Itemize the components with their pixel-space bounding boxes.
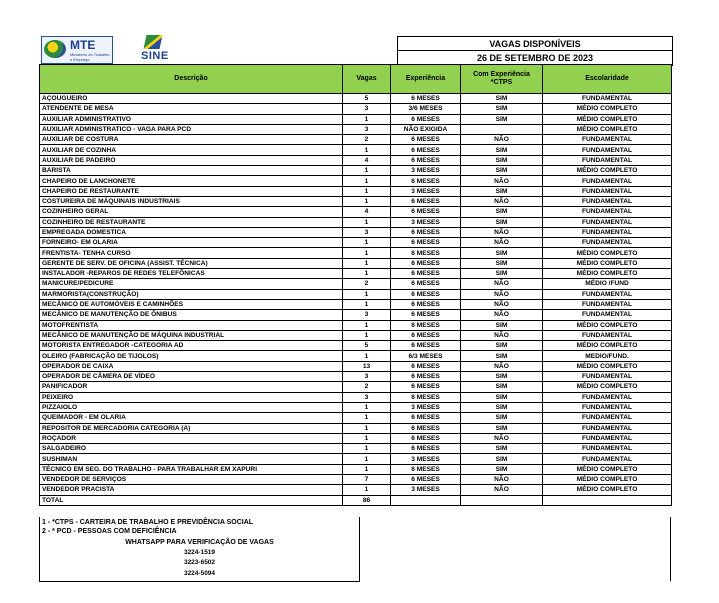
column-header-education: Escolaridade bbox=[543, 65, 672, 94]
column-header-ctps: Com Experiência *CTPS bbox=[461, 65, 543, 94]
cell-education: MÉDIO COMPLETO bbox=[543, 320, 672, 330]
cell-description: FORNEIRO- EM OLARIA bbox=[40, 238, 343, 248]
mte-logo-subtext: Ministério do Trabalho e Emprego bbox=[70, 52, 110, 62]
cell-education: MEDIO/FUND. bbox=[543, 351, 672, 361]
cell-experience: 6 MESES bbox=[391, 145, 461, 155]
cell-ctps: SIM bbox=[461, 166, 543, 176]
cell-vacancies: 2 bbox=[343, 279, 391, 289]
table-row bbox=[40, 413, 672, 423]
cell-description: REPOSITOR DE MERCADORIA CATEGORIA (A) bbox=[40, 423, 343, 433]
cell-vacancies: 3 bbox=[343, 392, 391, 402]
cell-experience: 3 MESES bbox=[391, 402, 461, 412]
table-row bbox=[40, 320, 672, 330]
cell-education: FUNDAMENTAL bbox=[543, 207, 672, 217]
cell-education: FUNDAMENTAL bbox=[543, 238, 672, 248]
cell-ctps: SIM bbox=[461, 392, 543, 402]
table-row bbox=[40, 341, 672, 351]
cell-education: MÉDIO COMPLETO bbox=[543, 269, 672, 279]
cell-education: MÉDIO COMPLETO bbox=[543, 104, 672, 114]
table-row bbox=[40, 361, 672, 371]
cell-ctps: NÃO bbox=[461, 310, 543, 320]
column-header-description: Descrição bbox=[40, 65, 343, 94]
cell-ctps: SIM bbox=[461, 155, 543, 165]
cell-description: QUEIMADOR - EM OLARIA bbox=[40, 413, 343, 423]
cell-description: AUXILIAR DE COZINHA bbox=[40, 145, 343, 155]
table-row bbox=[40, 155, 672, 165]
cell-experience: 6 MESES bbox=[391, 196, 461, 206]
cell-education: MÉDIO /FUND bbox=[543, 279, 672, 289]
table-row bbox=[40, 444, 672, 454]
cell-experience: 6 MESES bbox=[391, 155, 461, 165]
table-row bbox=[40, 114, 672, 124]
cell-vacancies: 1 bbox=[343, 454, 391, 464]
cell-vacancies: 1 bbox=[343, 402, 391, 412]
cell-description: PIZZAIOLO bbox=[40, 402, 343, 412]
cell-description: PEIXEIRO bbox=[40, 392, 343, 402]
cell-experience: 6 MESES bbox=[391, 433, 461, 443]
total-empty-cell bbox=[391, 495, 461, 505]
cell-vacancies: 1 bbox=[343, 289, 391, 299]
cell-experience: 6 MESES bbox=[391, 258, 461, 268]
cell-vacancies: 1 bbox=[343, 269, 391, 279]
cell-description: CHAPEIRO DE LANCHONETE bbox=[40, 176, 343, 186]
cell-experience: 6/3 MESES bbox=[391, 351, 461, 361]
table-row bbox=[40, 217, 672, 227]
cell-ctps: NÃO bbox=[461, 279, 543, 289]
cell-vacancies: 2 bbox=[343, 382, 391, 392]
table-row bbox=[40, 135, 672, 145]
cell-description: COZINHEIRO GERAL bbox=[40, 207, 343, 217]
cell-experience: 6 MESES bbox=[391, 320, 461, 330]
table-row bbox=[40, 145, 672, 155]
cell-vacancies: 1 bbox=[343, 145, 391, 155]
table-row bbox=[40, 94, 672, 104]
column-header-vacancies: Vagas bbox=[343, 65, 391, 94]
note-ctps: 1 - *CTPS - CARTEIRA DE TRABALHO E PREVIDÊNCIA SOCIAL bbox=[42, 519, 254, 526]
cell-ctps: SIM bbox=[461, 351, 543, 361]
cell-vacancies: 2 bbox=[343, 135, 391, 145]
cell-education: FUNDAMENTAL bbox=[543, 196, 672, 206]
cell-ctps bbox=[461, 124, 543, 134]
cell-experience: 6 MESES bbox=[391, 207, 461, 217]
cell-ctps: SIM bbox=[461, 341, 543, 351]
cell-vacancies: 3 bbox=[343, 124, 391, 134]
cell-vacancies: 1 bbox=[343, 433, 391, 443]
cell-ctps: SIM bbox=[461, 423, 543, 433]
cell-vacancies: 1 bbox=[343, 258, 391, 268]
cell-education: FUNDAMENTAL bbox=[543, 299, 672, 309]
cell-ctps: SIM bbox=[461, 258, 543, 268]
cell-education: MÉDIO COMPLETO bbox=[543, 114, 672, 124]
cell-education: MÉDIO COMPLETO bbox=[543, 258, 672, 268]
cell-vacancies: 3 bbox=[343, 310, 391, 320]
cell-description: COZINHEIRO DE RESTAURANTE bbox=[40, 217, 343, 227]
cell-education: FUNDAMENTAL bbox=[543, 413, 672, 423]
cell-education: MÉDIO COMPLETO bbox=[543, 361, 672, 371]
table-row bbox=[40, 289, 672, 299]
cell-description: AUXILIAR DE PADEIRO bbox=[40, 155, 343, 165]
cell-description: SUSHIMAN bbox=[40, 454, 343, 464]
cell-experience: 3 MESES bbox=[391, 186, 461, 196]
cell-ctps: NÃO bbox=[461, 176, 543, 186]
cell-description: AUXILIAR ADMINISTRATICO - VAGA PARA PCD bbox=[40, 124, 343, 134]
cell-experience: 6 MESES bbox=[391, 227, 461, 237]
cell-experience: 6 MESES bbox=[391, 423, 461, 433]
cell-vacancies: 5 bbox=[343, 341, 391, 351]
cell-ctps: SIM bbox=[461, 382, 543, 392]
cell-ctps: NÃO bbox=[461, 135, 543, 145]
cell-description: OLEIRO (FABRICAÇÃO DE TIJOLOS) bbox=[40, 351, 343, 361]
cell-experience: 6 MESES bbox=[391, 464, 461, 474]
cell-vacancies: 3 bbox=[343, 104, 391, 114]
cell-education: FUNDAMENTAL bbox=[543, 155, 672, 165]
cell-education: FUNDAMENTAL bbox=[543, 176, 672, 186]
cell-description: MECÂNICO DE MANUTENÇÃO DE ÔNIBUS bbox=[40, 310, 343, 320]
cell-description: BARISTA bbox=[40, 166, 343, 176]
cell-description: PANIFICADOR bbox=[40, 382, 343, 392]
cell-vacancies: 5 bbox=[343, 94, 391, 104]
total-value: 86 bbox=[343, 495, 391, 505]
cell-ctps: NÃO bbox=[461, 299, 543, 309]
cell-ctps: SIM bbox=[461, 320, 543, 330]
cell-description: MANICURE/PEDICURE bbox=[40, 279, 343, 289]
cell-ctps: SIM bbox=[461, 186, 543, 196]
mte-logo bbox=[41, 36, 113, 64]
whatsapp-title: WHATSAPP PARA VERIFICAÇÃO DE VAGAS bbox=[125, 539, 274, 546]
phone-number: 3224-5094 bbox=[183, 570, 216, 577]
cell-experience: 6 MESES bbox=[391, 176, 461, 186]
cell-ctps: SIM bbox=[461, 217, 543, 227]
cell-education: FUNDAMENTAL bbox=[543, 186, 672, 196]
cell-vacancies: 1 bbox=[343, 299, 391, 309]
cell-ctps: SIM bbox=[461, 402, 543, 412]
cell-education: FUNDAMENTAL bbox=[543, 423, 672, 433]
table-row bbox=[40, 351, 672, 361]
cell-education: FUNDAMENTAL bbox=[543, 135, 672, 145]
cell-vacancies: 1 bbox=[343, 114, 391, 124]
cell-ctps: NÃO bbox=[461, 485, 543, 495]
table-row bbox=[40, 166, 672, 176]
cell-vacancies: 1 bbox=[343, 166, 391, 176]
table-row bbox=[40, 382, 672, 392]
table-row bbox=[40, 186, 672, 196]
cell-vacancies: 1 bbox=[343, 217, 391, 227]
cell-ctps: SIM bbox=[461, 94, 543, 104]
cell-description: CHAPEIRO DE RESTAURANTE bbox=[40, 186, 343, 196]
cell-experience: 6 MESES bbox=[391, 341, 461, 351]
cell-education: FUNDAMENTAL bbox=[543, 392, 672, 402]
cell-ctps: NÃO bbox=[461, 433, 543, 443]
cell-experience: 3 MESES bbox=[391, 217, 461, 227]
cell-vacancies: 1 bbox=[343, 351, 391, 361]
cell-education: MÉDIO COMPLETO bbox=[543, 485, 672, 495]
cell-description: MOTOFRENTISTA bbox=[40, 320, 343, 330]
cell-description: FRENTISTA- TENHA CURSO bbox=[40, 248, 343, 258]
cell-description: ATENDENTE DE MESA bbox=[40, 104, 343, 114]
cell-education: FUNDAMENTAL bbox=[543, 454, 672, 464]
cell-vacancies: 1 bbox=[343, 330, 391, 340]
cell-ctps: NÃO bbox=[461, 238, 543, 248]
cell-ctps: NÃO bbox=[461, 227, 543, 237]
table-row bbox=[40, 330, 672, 340]
table-row bbox=[40, 474, 672, 484]
cell-experience: 6 MESES bbox=[391, 269, 461, 279]
cell-ctps: SIM bbox=[461, 248, 543, 258]
cell-ctps: NÃO bbox=[461, 289, 543, 299]
table-row bbox=[40, 392, 672, 402]
cell-description: MOTORISTA ENTREGADOR -CATEGORIA AD bbox=[40, 341, 343, 351]
cell-education: MÉDIO COMPLETO bbox=[543, 248, 672, 258]
cell-experience: 6 MESES bbox=[391, 279, 461, 289]
cell-description: COSTUREIRA DE MÁQUINAIS INDUSTRIAIS bbox=[40, 196, 343, 206]
mte-logo-text: MTE bbox=[70, 38, 96, 52]
cell-experience: 3 MESES bbox=[391, 166, 461, 176]
cell-experience: 6 MESES bbox=[391, 413, 461, 423]
table-row bbox=[40, 402, 672, 412]
cell-ctps: SIM bbox=[461, 444, 543, 454]
cell-vacancies: 3 bbox=[343, 372, 391, 382]
cell-experience: 6 MESES bbox=[391, 444, 461, 454]
cell-experience: 3 MESES bbox=[391, 485, 461, 495]
cell-vacancies: 1 bbox=[343, 248, 391, 258]
table-row bbox=[40, 207, 672, 217]
cell-education: FUNDAMENTAL bbox=[543, 444, 672, 454]
table-row bbox=[40, 238, 672, 248]
table-row bbox=[40, 227, 672, 237]
cell-ctps: NÃO bbox=[461, 474, 543, 484]
cell-ctps: SIM bbox=[461, 104, 543, 114]
cell-description: VENDEDOR PRACISTA bbox=[40, 485, 343, 495]
cell-experience: 6 MESES bbox=[391, 361, 461, 371]
sine-mark-icon bbox=[144, 35, 163, 49]
table-row bbox=[40, 104, 672, 114]
table-right-border bbox=[670, 517, 671, 581]
table-row bbox=[40, 258, 672, 268]
cell-description: MECÂNICO DE AUTOMÓVEIS E CAMINHÕES bbox=[40, 299, 343, 309]
table-row bbox=[40, 423, 672, 433]
cell-vacancies: 13 bbox=[343, 361, 391, 371]
table-row bbox=[40, 176, 672, 186]
cell-education: FUNDAMENTAL bbox=[543, 310, 672, 320]
page-date: 26 DE SETEMBRO DE 2023 bbox=[397, 50, 673, 66]
cell-vacancies: 1 bbox=[343, 238, 391, 248]
cell-experience: 6 MESES bbox=[391, 474, 461, 484]
cell-vacancies: 1 bbox=[343, 423, 391, 433]
table-row bbox=[40, 269, 672, 279]
cell-vacancies: 1 bbox=[343, 413, 391, 423]
cell-experience: 6 MESES bbox=[391, 94, 461, 104]
cell-experience: NÃO EXIGIDA bbox=[391, 124, 461, 134]
cell-description: OPERADOR DE CAIXA bbox=[40, 361, 343, 371]
cell-ctps: SIM bbox=[461, 145, 543, 155]
total-label: TOTAL bbox=[40, 495, 343, 505]
cell-description: MECÂNICO DE MANUTENÇÃO DE MÁQUINA INDUSTRIAL bbox=[40, 330, 343, 340]
cell-vacancies: 4 bbox=[343, 207, 391, 217]
cell-description: INSTALADOR -REPAROS DE REDES TELEFÔNICAS bbox=[40, 269, 343, 279]
cell-vacancies: 1 bbox=[343, 176, 391, 186]
cell-experience: 6 MESES bbox=[391, 135, 461, 145]
cell-experience: 6 MESES bbox=[391, 238, 461, 248]
cell-education: FUNDAMENTAL bbox=[543, 330, 672, 340]
cell-ctps: SIM bbox=[461, 114, 543, 124]
cell-ctps: NÃO bbox=[461, 330, 543, 340]
table-row bbox=[40, 485, 672, 495]
cell-ctps: NÃO bbox=[461, 196, 543, 206]
cell-experience: 6 MESES bbox=[391, 299, 461, 309]
cell-ctps: SIM bbox=[461, 269, 543, 279]
cell-description: VENDEDOR DE SERVIÇOS bbox=[40, 474, 343, 484]
cell-education: MÉDIO COMPLETO bbox=[543, 464, 672, 474]
table-header-row bbox=[40, 65, 672, 94]
total-empty-cell bbox=[461, 495, 543, 505]
vacancies-table bbox=[39, 64, 672, 506]
total-empty-cell bbox=[543, 495, 672, 505]
cell-education: FUNDAMENTAL bbox=[543, 94, 672, 104]
cell-ctps: SIM bbox=[461, 413, 543, 423]
cell-experience: 3/6 MESES bbox=[391, 104, 461, 114]
table-row bbox=[40, 433, 672, 443]
cell-ctps: SIM bbox=[461, 464, 543, 474]
cell-experience: 6 MESES bbox=[391, 372, 461, 382]
cell-description: EMPREGADA DOMESTICA bbox=[40, 227, 343, 237]
sine-logo bbox=[135, 34, 171, 64]
cell-vacancies: 4 bbox=[343, 155, 391, 165]
cell-vacancies: 1 bbox=[343, 320, 391, 330]
cell-education: FUNDAMENTAL bbox=[543, 402, 672, 412]
cell-description: AUXILIAR DE COSTURA bbox=[40, 135, 343, 145]
logos-area bbox=[39, 34, 174, 65]
cell-experience: 6 MESES bbox=[391, 310, 461, 320]
cell-vacancies: 1 bbox=[343, 196, 391, 206]
cell-ctps: SIM bbox=[461, 454, 543, 464]
cell-ctps: SIM bbox=[461, 207, 543, 217]
table-row bbox=[40, 310, 672, 320]
cell-vacancies: 1 bbox=[343, 444, 391, 454]
footer-notes bbox=[39, 517, 360, 582]
cell-education: MÉDIO COMPLETO bbox=[543, 341, 672, 351]
table-row bbox=[40, 196, 672, 206]
note-pcd: 2 - * PCD - PESSOAS COM DEFICIÊNCIA bbox=[42, 528, 177, 535]
cell-education: MÉDIO COMPLETO bbox=[543, 124, 672, 134]
cell-experience: 6 MESES bbox=[391, 114, 461, 124]
cell-ctps: NÃO bbox=[461, 361, 543, 371]
cell-description: ROÇADOR bbox=[40, 433, 343, 443]
table-row bbox=[40, 279, 672, 289]
cell-education: FUNDAMENTAL bbox=[543, 433, 672, 443]
cell-vacancies: 1 bbox=[343, 186, 391, 196]
phone-number: 3223-6502 bbox=[183, 559, 216, 566]
table-row bbox=[40, 454, 672, 464]
cell-experience: 6 MESES bbox=[391, 248, 461, 258]
phone-number: 3224-1519 bbox=[183, 549, 216, 556]
cell-ctps: SIM bbox=[461, 372, 543, 382]
table-row bbox=[40, 299, 672, 309]
cell-education: MÉDIO COMPLETO bbox=[543, 166, 672, 176]
cell-description: TÉCNICO EM SEG. DO TRABALHO - PARA TRABALHAR EM XAPURI bbox=[40, 464, 343, 474]
cell-education: MÉDIO COMPLETO bbox=[543, 382, 672, 392]
table-row bbox=[40, 372, 672, 382]
column-header-experience: Experiência bbox=[391, 65, 461, 94]
cell-experience: 6 MESES bbox=[391, 289, 461, 299]
cell-education: FUNDAMENTAL bbox=[543, 227, 672, 237]
cell-description: AUXILIAR ADMINISTRATIVO bbox=[40, 114, 343, 124]
cell-vacancies: 1 bbox=[343, 464, 391, 474]
cell-experience: 6 MESES bbox=[391, 392, 461, 402]
cell-description: SALGADEIRO bbox=[40, 444, 343, 454]
cell-education: FUNDAMENTAL bbox=[543, 145, 672, 155]
cell-education: FUNDAMENTAL bbox=[543, 217, 672, 227]
cell-experience: 6 MESES bbox=[391, 382, 461, 392]
brazil-emblem-icon bbox=[44, 40, 66, 58]
cell-experience: 3 MESES bbox=[391, 454, 461, 464]
table-row bbox=[40, 124, 672, 134]
sine-logo-text: SINE bbox=[141, 50, 169, 62]
cell-vacancies: 1 bbox=[343, 485, 391, 495]
cell-description: OPERADOR DE CÂMERA DE VÍDEO bbox=[40, 372, 343, 382]
cell-education: FUNDAMENTAL bbox=[543, 372, 672, 382]
table-row bbox=[40, 464, 672, 474]
cell-vacancies: 7 bbox=[343, 474, 391, 484]
cell-education: FUNDAMENTAL bbox=[543, 289, 672, 299]
total-row bbox=[40, 495, 672, 505]
cell-description: AÇOUGUEIRO bbox=[40, 94, 343, 104]
cell-description: GERENTE DE SERV. DE OFICINA (ASSIST. TÉCNICA) bbox=[40, 258, 343, 268]
page-title: VAGAS DISPONÍVEIS bbox=[397, 36, 673, 51]
cell-education: MÉDIO COMPLETO bbox=[543, 474, 672, 484]
cell-experience: 6 MESES bbox=[391, 330, 461, 340]
table-row bbox=[40, 248, 672, 258]
cell-vacancies: 3 bbox=[343, 227, 391, 237]
cell-description: MARMORISTA(CONSTRUÇÃO) bbox=[40, 289, 343, 299]
